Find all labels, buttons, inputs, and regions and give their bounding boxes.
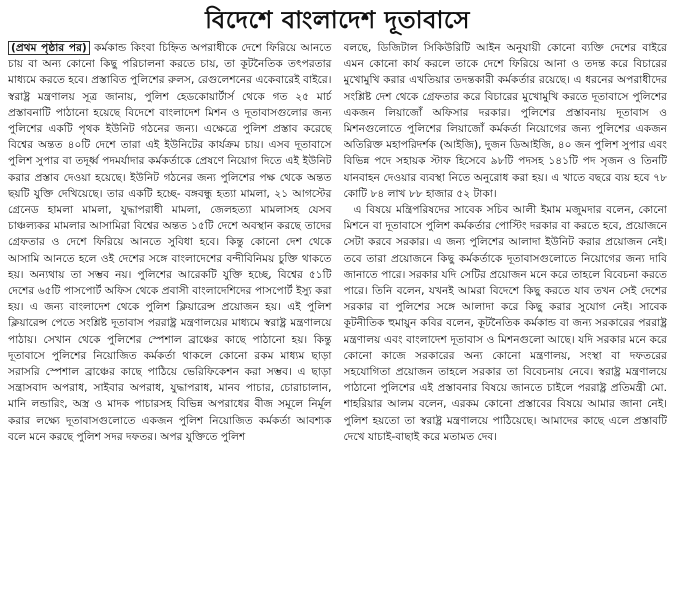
article-body — [8, 40, 667, 606]
article-headline: বিদেশে বাংলাদেশ দূতাবাসে — [205, 5, 470, 34]
article-paragraph: বলছে, ডিজিটাল সিকিউরিটি আইন অনুযায়ী কোনো ব্যক্তি দেশের বাইরে এমন কোনো কার্য করলে তাকে দেশে ফিরিয়ে আনা ও তদন্ত করে বিচারের মুখোমুখি করার এখতিয়ার তদন্তকারী কর্মকর্তার রয়েছে। এ ধরনের অপরাধীদের সংশ্লিষ্ট দেশ থেকে গ্রেফতার করে বিচারের মুখোমুখি করতে দূতাবাসে পুলিশের একজন লিয়াজোঁ অফিসার দরকার। পুলিশের প্রস্তাবনায় দূতাবাস ও মিশনগুলোতে পুলিশের লিয়াজোঁ কর্মকর্তা নিয়োগের জন্য পুলিশের একজন অতিরিক্ত মহাপরিদর্শক (আইজি), দুজন ডিআইজি, ৪০ জন পুলিশ সুপার এবং বিভিন্ন পদে সহায়ক স্টাফ হিসেবে ৯৮টি পদসহ ১৪১টি পদ সৃজন ও তিনটি যানবাহন দেওয়ার ব্যবস্থা নিতে অনুরোধ করা হয়। এ খাতে বছরে ব্যয় হবে ৭৮ কোটি ৮৪ লাখ ৮৮ হাজার ৫২ টাকা। — [343, 42, 667, 200]
article-column-right — [344, 40, 668, 606]
article-column-left — [8, 40, 332, 606]
paragraph-text: কর্মকান্ড কিংবা চিহ্নিত অপরাধীকে দেশে ফিরিয়ে আনতে চায় বা অন্য কোনো কিছু পরিচালনা করতে চায়, তা কূটনৈতিক তৎপরতার মাধ্যমে করতে হবে। প্রস্তাবিত পুলিশের রুলস, রেগুলেশনের একেবারেই বাইরে। স্বরাষ্ট্র মন্ত্রণালয় সূত্র জানায়, পুলিশ হেডকোয়ার্টার্স থেকে গত ২৫ মার্চ প্রস্তাবনাটি পাঠানো হয়েছে বিদেশে বাংলাদেশ মিশন ও দূতাবাসগুলোর জন্য পুলিশের একটি পৃথক ইউনিট গঠনের জন্য। এক্ষেত্রে পুলিশ প্রস্তাব করেছে বিশ্বের অন্তত ৪০টি দেশে তারা এই ইউনিটের কার্যক্রম চায়। এসব দূতাবাসে পুলিশ সুপার বা তদূর্ধ্ব পদমর্যাদার কর্মকর্তাকে প্রেষণে নিয়োগ দিতে এই ইউনিট করার প্রস্তাব দেওয়া হয়েছে। ইউনিট গঠনের জন্য পুলিশের পক্ষ থেকে অন্তত ছয়টি যুক্তি দেখিয়েছে। তার একটি হচ্ছে- বঙ্গবন্ধু হত্যা মামলা, ২১ আগস্টের গ্রেনেড হামলা মামলা, যুদ্ধাপরাধী মামলা, জেলহত্যা মামলাসহ যেসব চাঞ্চল্যকর মামলার আসামিরা বিশ্বের অন্তত ১৫টি দেশে অবস্থান করছে তাদের গ্রেফতার ও দেশে ফিরিয়ে আনতে সুবিধা হবে। কিন্তু কোনো দেশ থেকে আসামি আনতে হলে ওই দেশের সঙ্গে বাংলাদেশের বন্দীবিনিময় চুক্তি থাকতে হয়। অন্যথায় তা সম্ভব নয়। পুলিশের আরেকটি যুক্তি হচ্ছে, বিশ্বের ৫১টি দেশের ৬৫টি পাসপোর্ট অফিস থেকে প্রবাসী বাংলাদেশিদের পাসপোর্ট ইস্যু করা হয়। এ জন্য বাংলাদেশ থেকে পুলিশ ক্লিয়ারেন্স প্রয়োজন হয়। এই পুলিশ ক্লিয়ারেন্স পেতে সংশ্লিষ্ট দূতাবাস পররাষ্ট্র মন্ত্রণালয়ের মাধ্যমে স্বরাষ্ট্র মন্ত্রণালয়ে পাঠায়। সেখান থেকে পুলিশের স্পেশাল ব্রাঞ্চের কাছে পাঠানো হয়। কিন্তু দূতাবাসে পুলিশের নিয়োজিত কর্মকর্তা থাকলে কোনো রকম মাধ্যম ছাড়া সরাসরি স্পেশাল ব্রাঞ্চের কাছে পাঠিয়ে ভেরিফিকেশন করা সম্ভব। এ ছাড়া সন্ত্রাসবাদ অপরাধ, সাইবার অপরাধ, যুদ্ধাপরাধ, মানব পাচার, চোরাচালান, মানি লন্ডারিং, অস্ত্র ও মাদক পাচারসহ বিভিন্ন অপরাধের বীজ সমূলে নির্মূল করার লক্ষ্যে দূতাবাসগুলোতে একজন পুলিশ নিয়োজিত কর্মকর্তা আবশ্যক বলে মনে করছে পুলিশ সদর দফতর। অপর যুক্তিতে পুলিশ — [8, 42, 332, 443]
article-paragraph: এ বিষয়ে মন্ত্রিপরিষদের সাবেক সচিব আলী ইমাম মজুমদার বলেন, কোনো মিশনে বা দূতাবাসে পুলিশ কর্মকর্তার পোস্টিং দরকার বা করতে হবে, প্রয়োজনে সেটা করবে সরকার। এ জন্য পুলিশের আলাদা ইউনিট করার প্রয়োজন নেই। তবে তারা প্রয়োজনে কিছু কর্মকর্তাকে দূতাবাসগুলোতে নিয়োগের জন্য দাবি জানাতে পারে। সরকার যদি সেটির প্রয়োজন মনে করে তাহলে বিবেচনা করতে পারে। তিনি বলেন, যখনই আমরা বিদেশে কিছু করতে যাব তখন সেই দেশের সরকার বা পুলিশের সঙ্গে আলাদা করে কিছু করার সুযোগ নেই। সাবেক কূটনীতিক হুমায়ুন কবির বলেন, কূটনৈতিক কর্মকান্ড বা জন্য সরকারের পররাষ্ট্র মন্ত্রণালয় এবং বাংলাদেশ দূতাবাস ও মিশনগুলো আছে। যদি সরকার মনে করে কোনো কাজে সরকারের অন্য কোনো মন্ত্রণালয়, সংস্থা বা দফতরের সহযোগিতা প্রয়োজন তাহলে সরকার তা বিবেচনায় নেবে। স্বরাষ্ট্র মন্ত্রণালয়ে পাঠানো পুলিশের এই প্রস্তাবনার বিষয়ে জানতে চাইলে পররাষ্ট্র প্রতিমন্ত্রী মো. শাহরিয়ার আলম বলেন, এরকম কোনো প্রস্তাবের বিষয়ে আমার জানা নেই। পুলিশ হয়তো তা স্বরাষ্ট্র মন্ত্রণালয়ে পাঠিয়েছে। আমাদের কাছে এলে প্রস্তাবটি দেখে যাচাই-বাছাই করে মতামত দেব। — [343, 204, 667, 443]
continued-page-ref: (প্রথম পৃষ্ঠার পর) — [8, 41, 90, 55]
article-paragraph — [8, 40, 332, 445]
